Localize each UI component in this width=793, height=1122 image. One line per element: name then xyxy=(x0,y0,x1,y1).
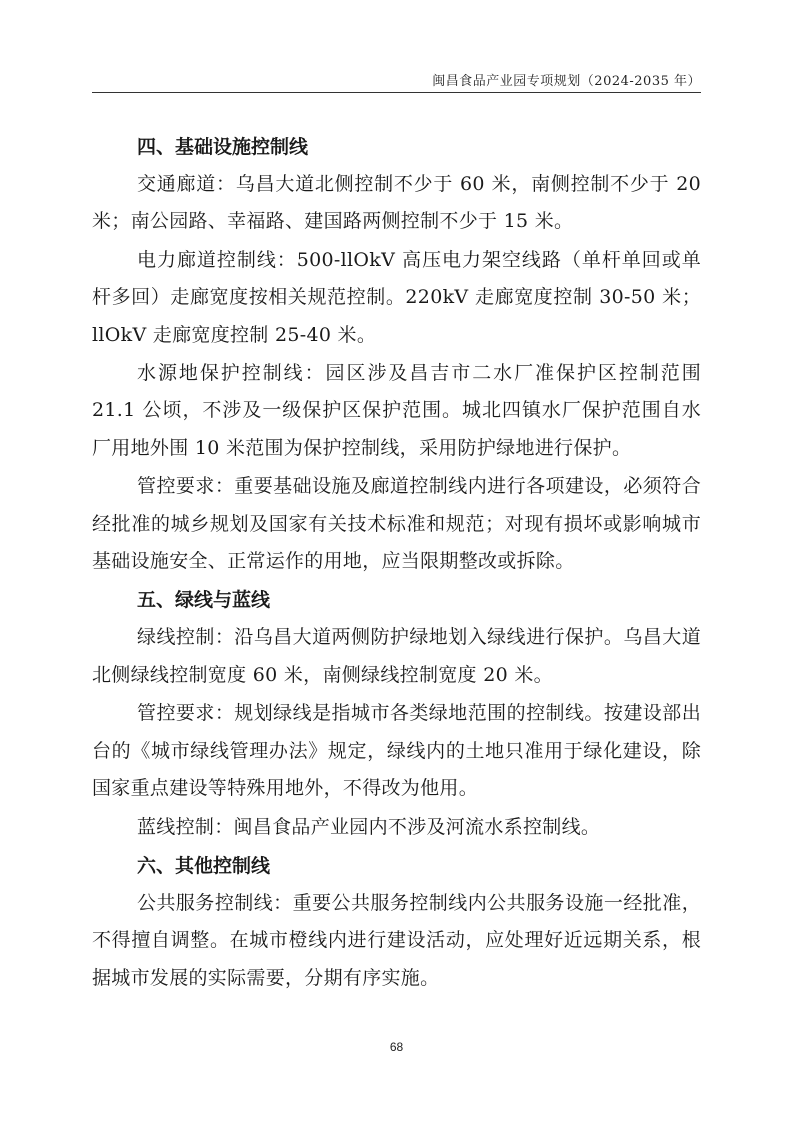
paragraph-control-requirements: 管控要求：重要基础设施及廊道控制线内进行各项建设，必须符合经批准的城乡规划及国家有关技术标准和规范；对现有损坏或影响城市基础设施安全、正常运作的用地，应当限期整改或拆除。 xyxy=(92,475,701,573)
document-title: 闽昌食品产业园专项规划（2024-2035 年） xyxy=(432,74,701,89)
paragraph-blue-line: 蓝线控制：闽昌食品产业园内不涉及河流水系控制线。 xyxy=(137,815,601,838)
section-other-lines xyxy=(92,847,701,997)
section-heading: 六、其他控制线 xyxy=(137,854,271,877)
section-infrastructure xyxy=(92,128,701,580)
page-header xyxy=(92,70,701,93)
section-green-blue-lines xyxy=(92,581,701,845)
paragraph-power-corridor: 电力廊道控制线：500-llOkV 高压电力架空线路（单杆单回或单杆多回）走廊宽度按相关规范控制。220kV 走廊宽度控制 30-50 米；llOkV 走廊宽度控制 25-40 米。 xyxy=(92,248,701,346)
page-number: 68 xyxy=(389,1040,404,1054)
paragraph-transport-corridor: 交通廊道：乌昌大道北侧控制不少于 60 米，南侧控制不少于 20 米；南公园路、幸福路、建国路两侧控制不少于 15 米。 xyxy=(92,173,701,233)
paragraph-green-line: 绿线控制：沿乌昌大道两侧防护绿地划入绿线进行保护。乌昌大道北侧绿线控制宽度 60 米，南侧绿线控制宽度 20 米。 xyxy=(92,626,701,686)
section-heading: 四、基础设施控制线 xyxy=(137,136,309,158)
section-heading: 五、绿线与蓝线 xyxy=(137,589,271,612)
paragraph-water-source: 水源地保护控制线：园区涉及昌吉市二水厂准保护区控制范围 21.1 公顷，不涉及一级保护区保护范围。城北四镇水厂保护范围自水厂用地外围 10 米范围为保护控制线，采用防护绿地进行保护。 xyxy=(92,362,701,459)
paragraph-public-service: 公共服务控制线：重要公共服务控制线内公共服务设施一经批准，不得擅自调整。在城市橙线内进行建设活动，应处理好近远期关系，根据城市发展的实际需要，分期有序实施。 xyxy=(92,891,701,989)
page-body xyxy=(92,128,701,998)
paragraph-green-requirements: 管控要求：规划绿线是指城市各类绿地范围的控制线。按建设部出台的《城市绿线管理办法》规定，绿线内的土地只准用于绿化建设，除国家重点建设等特殊用地外，不得改为他用。 xyxy=(92,702,701,800)
